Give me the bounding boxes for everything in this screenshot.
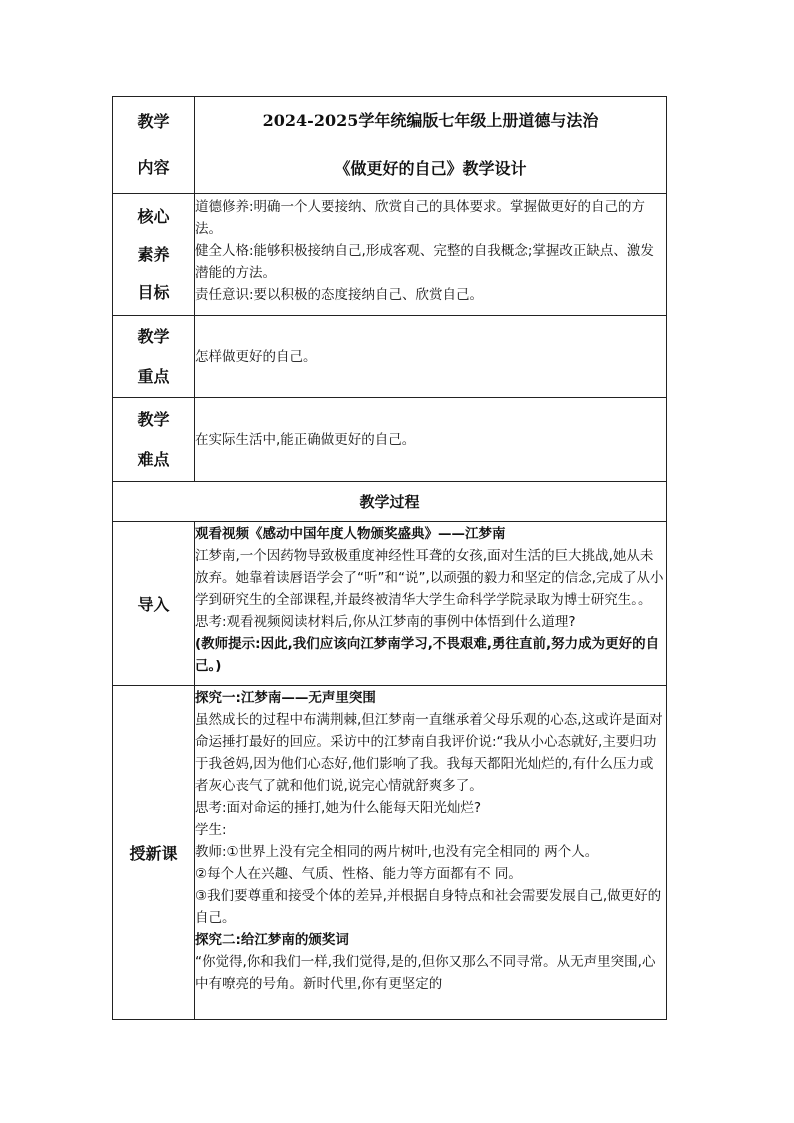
teacher-point-3: ③我们要尊重和接受个体的差异,并根据自身特点和社会需要发展自己,做更好的自己。	[195, 888, 662, 926]
new-lesson-text-cell	[195, 686, 667, 1020]
teacher-point-2: ②每个人在兴趣、气质、性格、能力等方面都有不 同。	[195, 866, 522, 882]
lesson-plan-table	[112, 96, 667, 1020]
difficulty-row	[113, 398, 667, 482]
goals-label-cell	[113, 194, 195, 316]
difficulty-label-cell	[113, 398, 195, 482]
student-line: 学生:	[195, 822, 227, 838]
goals-label-line3: 目标	[137, 282, 170, 302]
key-points-label-cell	[113, 316, 195, 398]
title-cell	[195, 97, 667, 194]
explore2-body: “你觉得,你和我们一样,我们觉得,是的,但你又那么不同寻常。从无声里突围,心中有嘹亮的号角。新时代里,你有更坚定的	[195, 954, 656, 992]
goals-label-line2: 素养	[137, 244, 170, 264]
goals-label-line1: 核心	[137, 206, 170, 226]
header-row	[113, 97, 667, 194]
document-title: 2024-2025学年统编版七年级上册道德与法治	[262, 111, 599, 130]
intro-label: 导入	[113, 522, 195, 686]
new-lesson-row	[113, 686, 667, 1020]
process-heading-row	[113, 482, 667, 522]
difficulty-label-line2: 难点	[137, 449, 170, 469]
intro-row	[113, 522, 667, 686]
content-label-line1: 教学	[137, 112, 170, 131]
document-subtitle: 《做更好的自己》教学设计	[334, 159, 527, 178]
goal-responsibility: 责任意识:要以积极的态度接纳自己、欣赏自己。	[195, 287, 484, 303]
content-label-cell	[113, 97, 195, 194]
key-points-row	[113, 316, 667, 398]
key-points-label-line2: 重点	[137, 366, 170, 386]
intro-hint: (教师提示:因此,我们应该向江梦南学习,不畏艰难,勇往直前,努力成为更好的自己。)	[195, 636, 660, 674]
explore1-body: 虽然成长的过程中布满荆棘,但江梦南一直继承着父母乐观的心态,这或许是面对命运捶打最好的回应。采访中的江梦南自我评价说:“我从小心态就好,主要归功于我爸妈,因为他们心态好,他们影响了我。我每天都阳光灿烂的,有什么压力或者灰心丧气了就和他们说,说完心情就舒爽多了。	[195, 712, 663, 794]
intro-text-cell	[195, 522, 667, 686]
key-points-text: 怎样做更好的自己。	[195, 316, 667, 398]
teacher-point-1: 教师:①世界上没有完全相同的两片树叶,也没有完全相同的 两个人。	[195, 844, 599, 860]
goals-text-cell	[195, 194, 667, 316]
intro-question: 思考:观看视频阅读材料后,你从江梦南的事例中体悟到什么道理?	[195, 614, 576, 630]
difficulty-text: 在实际生活中,能正确做更好的自己。	[195, 398, 667, 482]
goal-personality: 健全人格:能够积极接纳自己,形成客观、完整的自我概念;掌握改正缺点、激发潜能的方法。	[195, 243, 654, 281]
difficulty-label-line1: 教学	[137, 409, 170, 429]
content-label-line2: 内容	[137, 158, 170, 177]
key-points-label-line1: 教学	[137, 326, 170, 346]
explore1-title: 探究一:江梦南——无声里突围	[195, 690, 376, 706]
new-lesson-content	[195, 687, 666, 1019]
new-lesson-label: 授新课	[113, 686, 195, 1020]
explore1-question: 思考:面对命运的捶打,她为什么能每天阳光灿烂?	[195, 800, 482, 816]
goal-moral: 道德修养:明确一个人要接纳、欣赏自己的具体要求。掌握做更好的自己的方法。	[195, 199, 646, 237]
explore2-title: 探究二:给江梦南的颁奖词	[195, 932, 349, 948]
goals-row	[113, 194, 667, 316]
intro-body: 江梦南,一个因药物导致极重度神经性耳聋的女孩,面对生活的巨大挑战,她从未放弃。她靠着读唇语学会了“听”和“说”,以顽强的毅力和坚定的信念,完成了从小学到研究生的全部课程,并最终被清华大学生命科学学院录取为博士研究生。。	[195, 548, 664, 608]
intro-title: 观看视频《感动中国年度人物颁奖盛典》——江梦南	[195, 526, 506, 542]
process-heading: 教学过程	[113, 482, 667, 522]
